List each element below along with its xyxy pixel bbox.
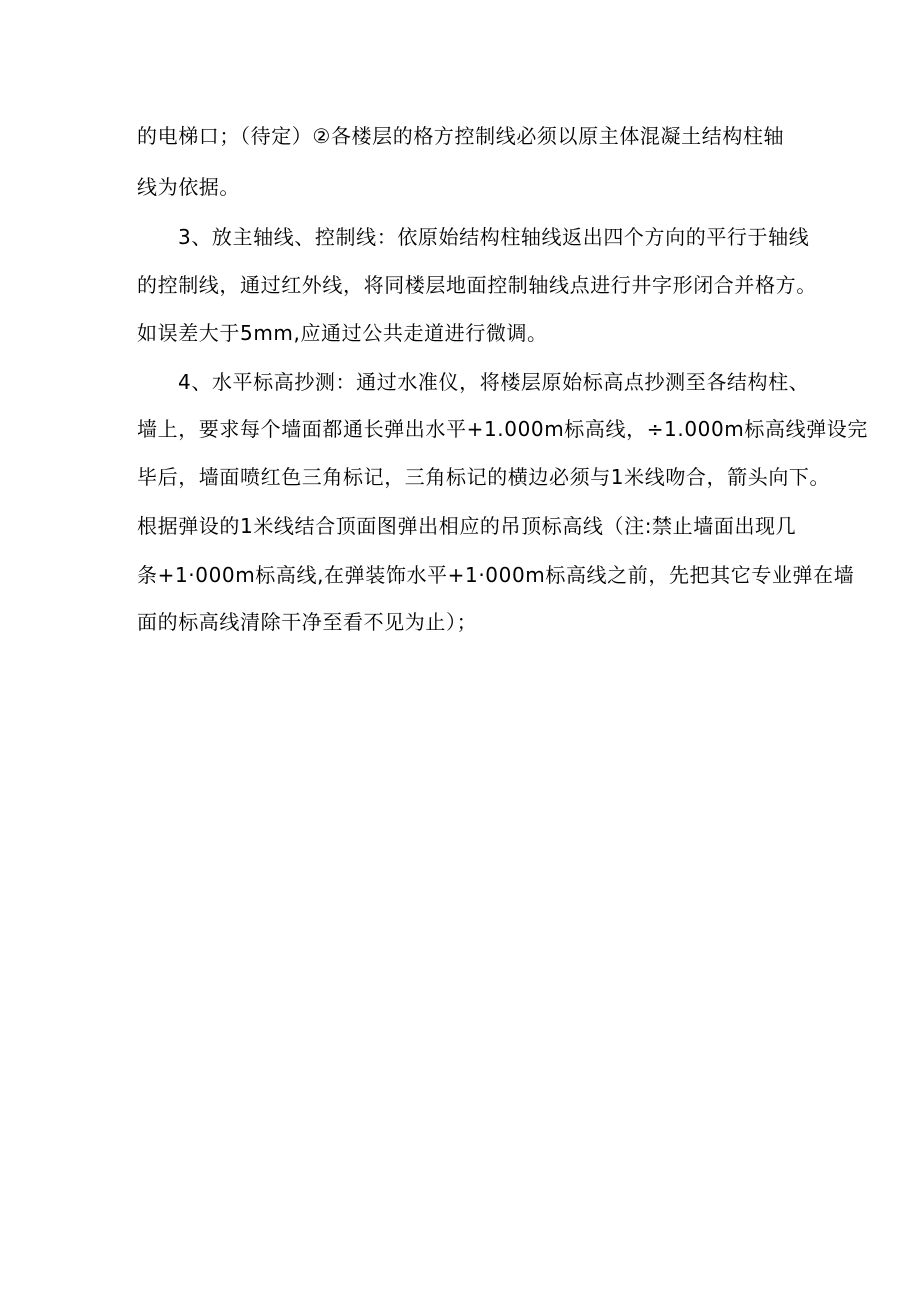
- paragraph-line: 面的标高线清除干净至看不见为止）；: [137, 610, 478, 634]
- paragraph-line: 4、水平标高抄测：通过水准仪，将楼层原始标高点抄测至各结构柱、: [178, 370, 810, 394]
- paragraph-line: 如误差大于5mm,应通过公共走道进行微调。: [137, 321, 548, 345]
- paragraph-line: 3、放主轴线、控制线：依原始结构柱轴线返出四个方向的平行于轴线: [178, 225, 810, 249]
- paragraph-line: 的电梯口；（待定）②各楼层的格方控制线必须以原主体混凝土结构柱轴: [137, 124, 785, 148]
- paragraph-line: 毕后，墙面喷红色三角标记，三角标记的横边必须与1米线吻合，箭头向下。: [137, 465, 831, 489]
- paragraph-line: 条+1·000m标高线,在弹装饰水平+1·000m标高线之前，先把其它专业弹在墙: [137, 563, 855, 587]
- paragraph-line: 线为依据。: [137, 175, 240, 199]
- paragraph-line: 根据弹设的1米线结合顶面图弹出相应的吊顶标高线（注:禁止墙面出现几: [137, 514, 797, 538]
- paragraph-line: 墙上，要求每个墙面都通长弹出水平+1.000m标高线，÷1.000m标高线弹设完: [137, 417, 868, 441]
- paragraph-line: 的控制线，通过红外线，将同楼层地面控制轴线点进行井字形闭合并格方。: [137, 273, 817, 297]
